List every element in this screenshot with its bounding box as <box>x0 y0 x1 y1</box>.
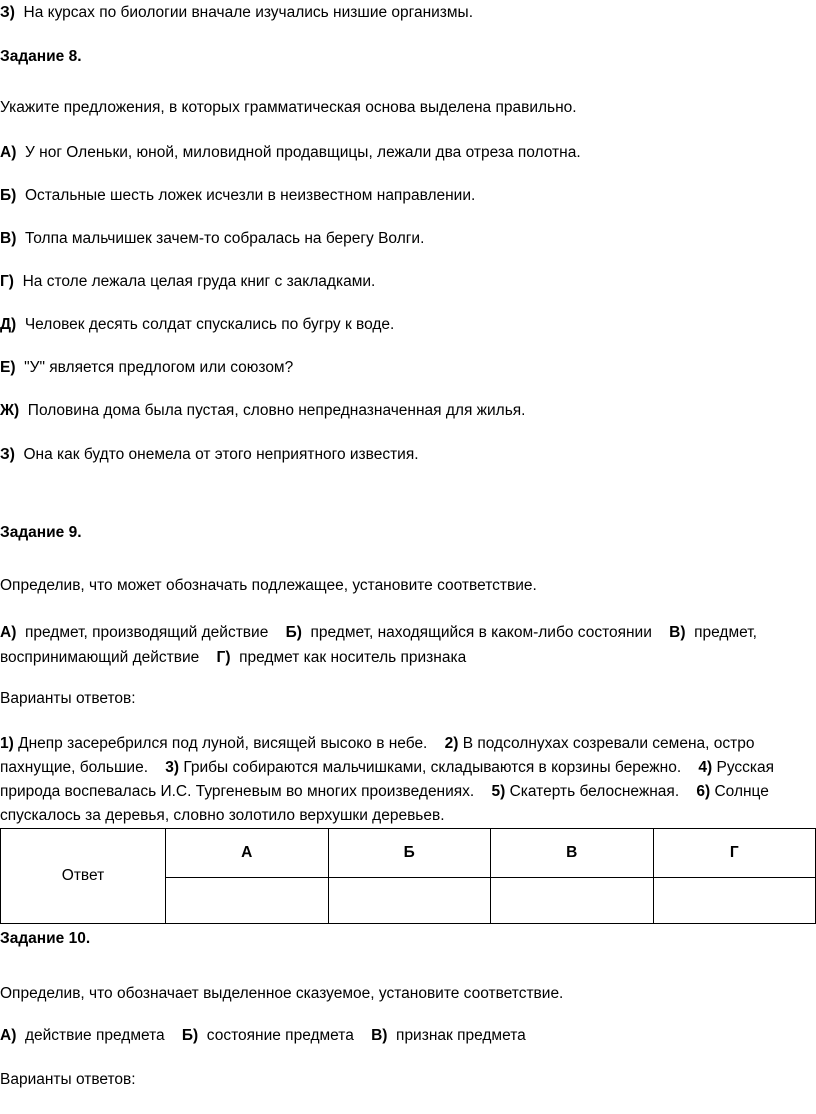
answer-table <box>0 828 816 924</box>
task-9-answers <box>0 732 800 828</box>
task-9-prompt: Определив, что может обозначать подлежащее, установите соответствие. <box>0 577 537 594</box>
option-label: В) <box>669 624 686 641</box>
answer-header: Г <box>653 829 816 878</box>
item-text: Остальные шесть ложек исчезли в неизвестном направлении. <box>24 187 476 204</box>
answer-label: 3) <box>165 759 180 776</box>
item-label: В) <box>0 230 17 247</box>
item-label: Ж) <box>0 402 20 419</box>
answer-row-label: Ответ <box>1 829 166 924</box>
task-8-item <box>0 400 526 422</box>
option-label: Г) <box>216 649 231 666</box>
item-label: Е) <box>0 359 16 376</box>
task-10-options <box>0 1025 526 1047</box>
option-label: А) <box>0 1027 17 1044</box>
task-8-item <box>0 142 581 164</box>
item-text: У ног Оленьки, юной, миловидной продавщицы, лежали два отреза полотна. <box>24 144 581 161</box>
answer-label: 4) <box>698 759 713 776</box>
task-8-item <box>0 444 419 466</box>
item-text: На курсах по биологии вначале изучались низшие организмы. <box>23 4 474 21</box>
item-label: З) <box>0 446 15 463</box>
answer-label: 1) <box>0 735 14 752</box>
answer-text: Русская природа воспевалась И.С. Тургеневым во многих произведениях. <box>0 759 775 800</box>
answer-label: 6) <box>696 783 711 800</box>
item-label: Б) <box>0 187 17 204</box>
item-label: Г) <box>0 273 14 290</box>
task-8-item <box>0 228 424 250</box>
task-10-title: Задание 10. <box>0 930 91 947</box>
option-label: Б) <box>285 624 302 641</box>
task-8-item <box>0 185 475 207</box>
item-text: Толпа мальчишек зачем-то собралась на берегу Волги. <box>24 230 425 247</box>
item-label: А) <box>0 144 17 161</box>
option-label: В) <box>371 1027 388 1044</box>
option-text: предмет как носитель признака <box>239 649 467 666</box>
option-text: предмет, воспринимающий действие <box>0 624 757 666</box>
task-8-item <box>0 357 293 379</box>
item-text: Половина дома была пустая, словно непредназначенная для жилья. <box>27 402 526 419</box>
answer-text: Днепр засеребрился под луной, висящей высоко в небе. <box>18 735 428 752</box>
answer-header: В <box>491 829 654 878</box>
task-8-item <box>0 271 375 293</box>
task-10-answers-heading: Варианты ответов: <box>0 1071 136 1088</box>
answer-cell[interactable] <box>653 878 816 924</box>
item-text: Она как будто онемела от этого неприятного известия. <box>23 446 419 463</box>
option-label: Б) <box>181 1027 199 1044</box>
option-text: действие предмета <box>24 1027 165 1044</box>
answer-cell[interactable] <box>491 878 654 924</box>
answer-text: В подсолнухах созревали семена, остро пахнущие, большие. <box>0 735 755 776</box>
option-label: А) <box>0 624 17 641</box>
answer-cell[interactable] <box>166 878 329 924</box>
task-9-answers-heading: Варианты ответов: <box>0 690 136 707</box>
task-8-title: Задание 8. <box>0 48 82 65</box>
answer-text: Солнце спускалось за деревья, словно золотило верхушки деревьев. <box>0 783 769 824</box>
option-text: состояние предмета <box>206 1027 354 1044</box>
item-label: Д) <box>0 316 17 333</box>
item-text: Человек десять солдат спускались по бугру к воде. <box>24 316 395 333</box>
answer-label: 5) <box>491 783 506 800</box>
intro-line <box>0 2 473 24</box>
option-text: предмет, находящийся в каком-либо состоянии <box>310 624 652 641</box>
item-label: З) <box>0 4 15 21</box>
answer-text: Скатерть белоснежная. <box>509 783 680 800</box>
option-text: предмет, производящий действие <box>24 624 269 641</box>
task-10-prompt: Определив, что обозначает выделенное сказуемое, установите соответствие. <box>0 985 564 1002</box>
answer-cell[interactable] <box>328 878 491 924</box>
answer-header: Б <box>328 829 491 878</box>
task-8-prompt: Укажите предложения, в которых грамматическая основа выделена правильно. <box>0 99 577 116</box>
item-text: На столе лежала целая груда книг с закладками. <box>22 273 376 290</box>
task-9-options <box>0 620 800 670</box>
item-text: "У" является предлогом или союзом? <box>24 359 294 376</box>
option-text: признак предмета <box>396 1027 526 1044</box>
task-9-title: Задание 9. <box>0 524 82 541</box>
answer-text: Грибы собираются мальчишками, складываются в корзины бережно. <box>183 759 682 776</box>
task-8-item <box>0 314 394 336</box>
answer-header: А <box>166 829 329 878</box>
answer-label: 2) <box>444 735 459 752</box>
